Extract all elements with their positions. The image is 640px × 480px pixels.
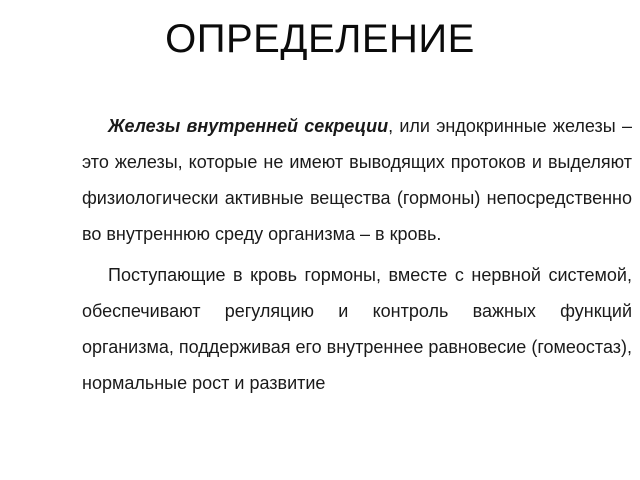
slide-title: ОПРЕДЕЛЕНИЕ [165, 17, 475, 61]
definition-paragraph [82, 108, 632, 252]
slide-body [82, 108, 632, 401]
defined-term: Железы внутренней секреции [108, 116, 389, 136]
hormones-paragraph: Поступающие в кровь гормоны, вместе с нервной системой, обеспечивают регуляцию и контроль важных функций организма, поддерживая его внутреннее равновесие (гомеостаз), нормальные рост и развитие [82, 265, 632, 393]
definition-text: , или эндокринные железы – это железы, которые не имеют выводящих протоков и выделяют физиологически активные вещества (гормоны) непосредственно во внутреннюю среду организма – в кровь. [82, 116, 632, 244]
